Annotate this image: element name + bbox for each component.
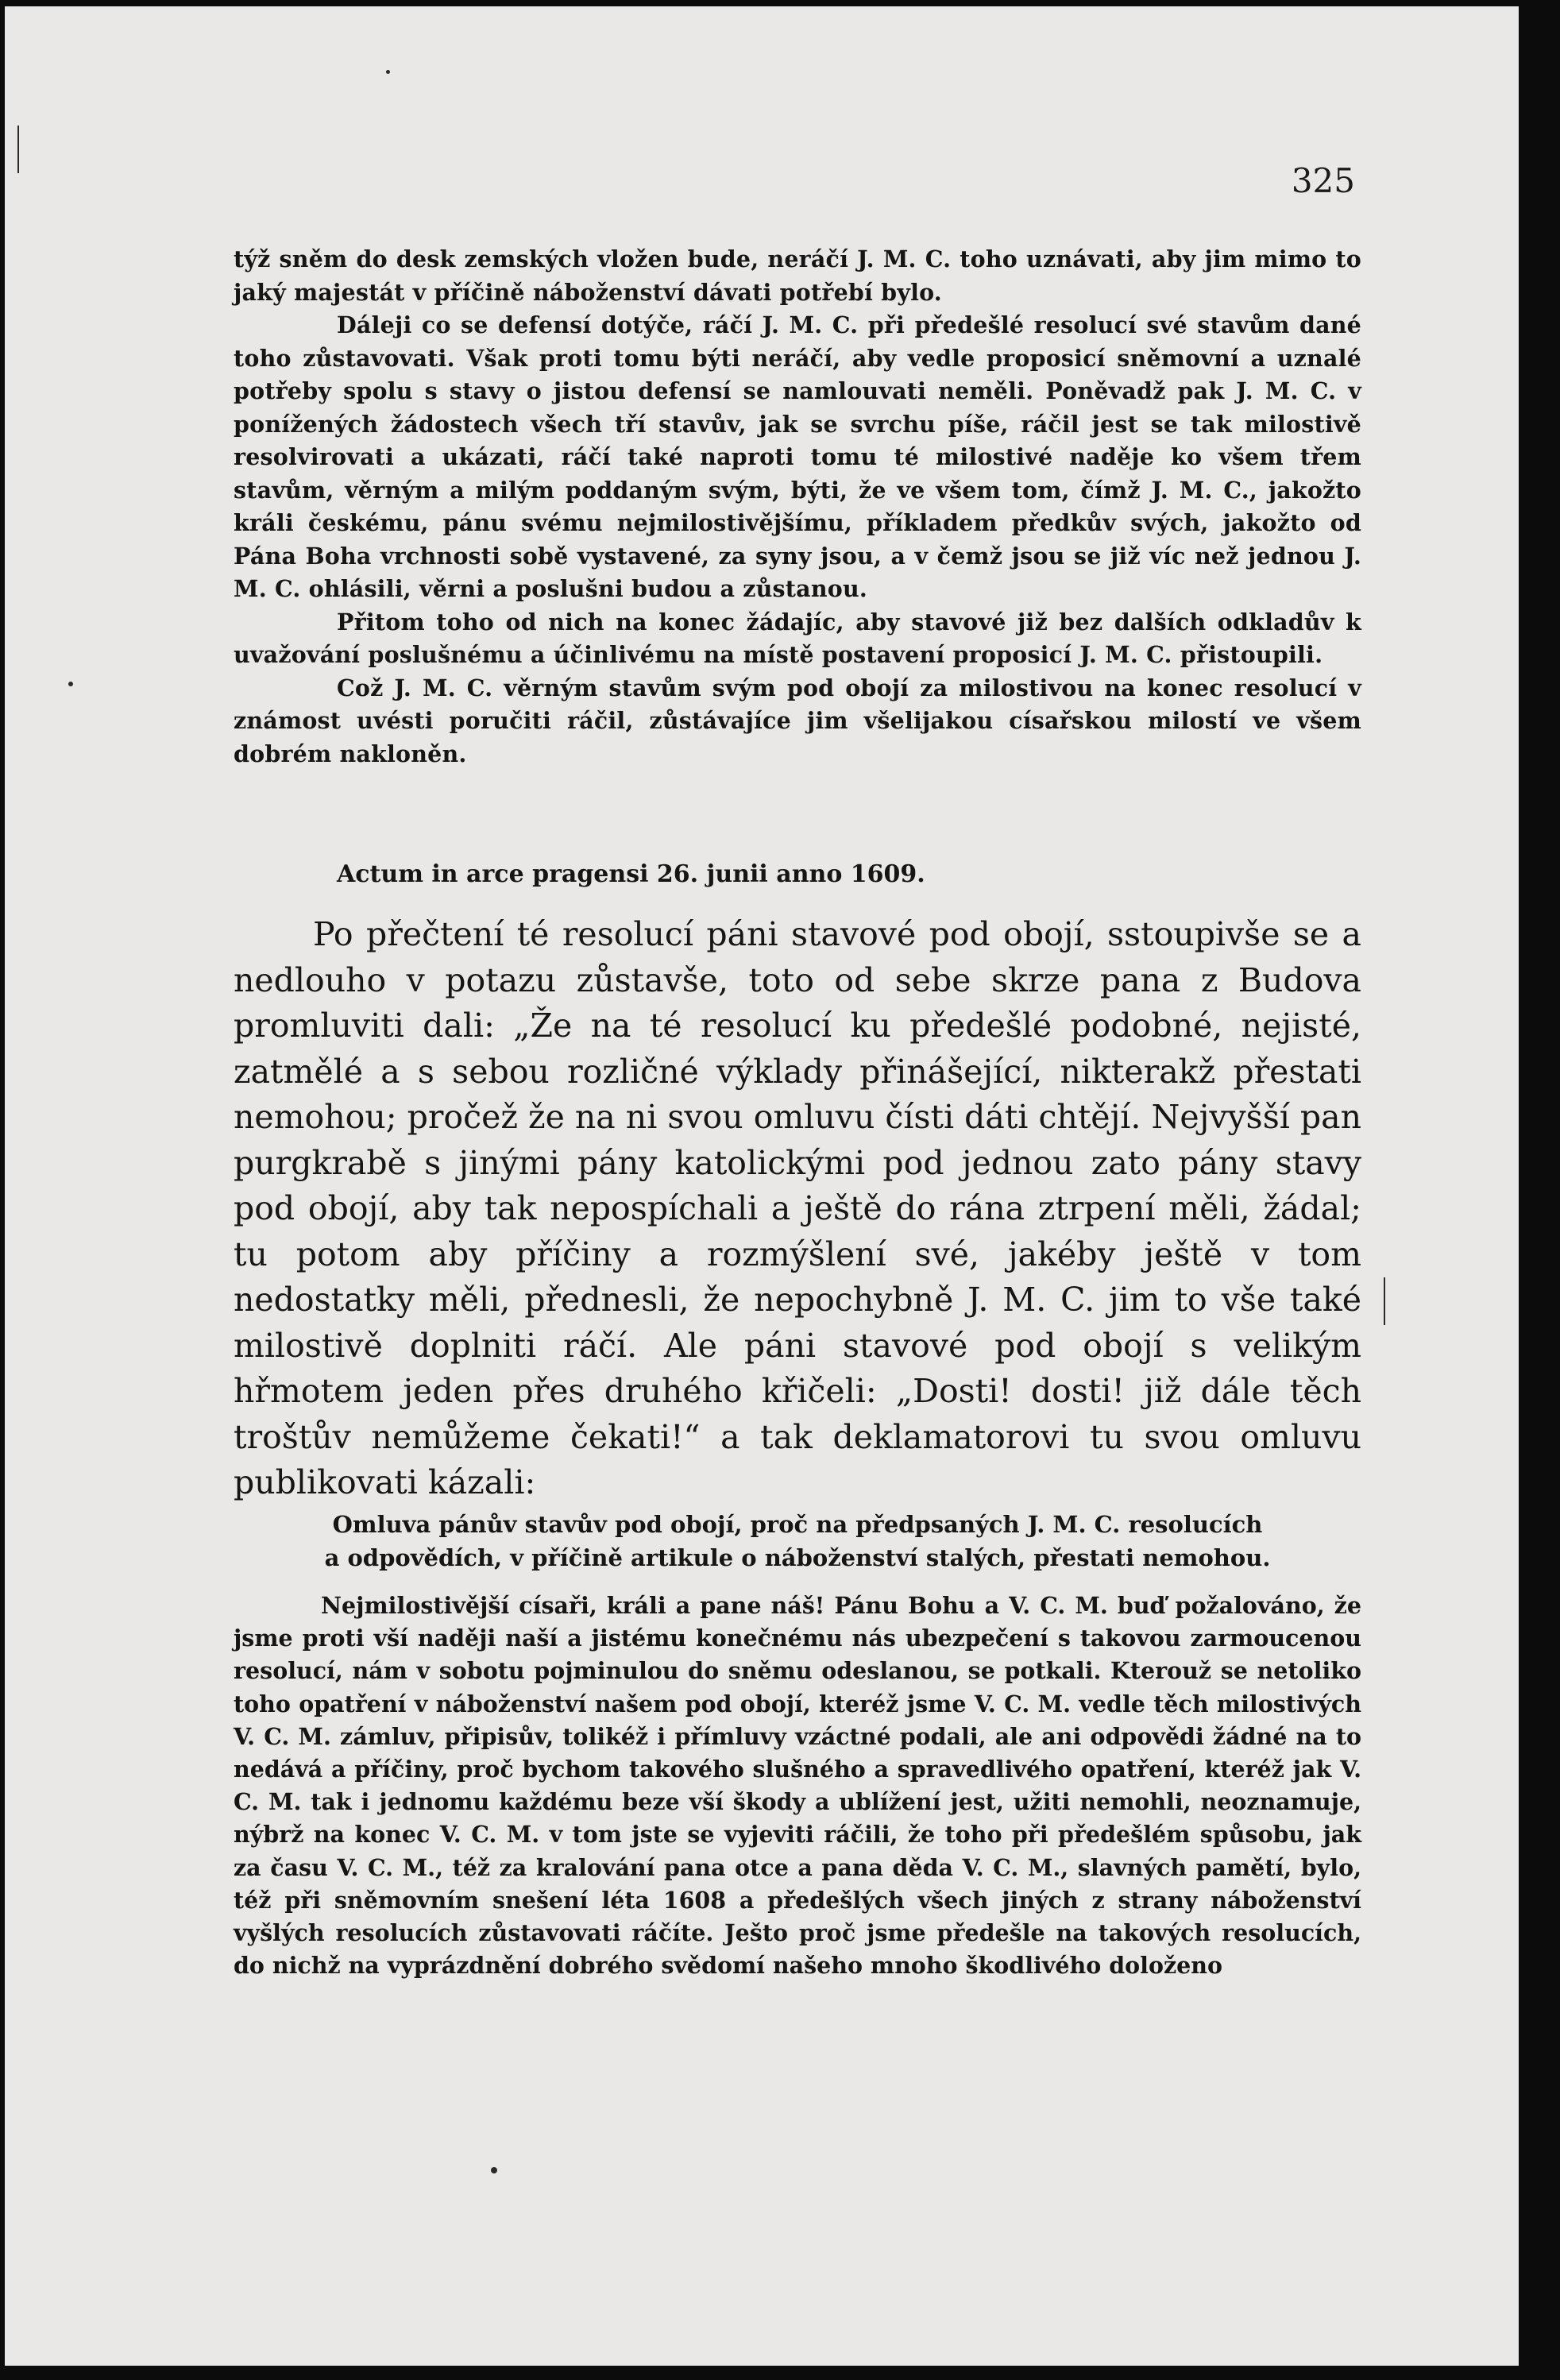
paragraph: Nejmilostivější císaři, králi a pane náš! Pánu Bohu a V. C. M. buď požalováno, že jsme proti vší naději naší a jistému konečnému nás ubezpečení s takovou zarmoucenou resolucí, nám v sobotu pojminulou do sněmu odeslanou, se potkali. Kterouž se netoliko toho opatření v náboženství našem pod obojí, kteréž jsme V. C. M. vedle těch milostivých V. C. M. zámluv, připisův, tolikéž i přímluvy vzáctné podali, ale ani odpovědi žádné na to nedává a příčiny, proč bychom takového slušného a spravedlivého opatření, kteréž jak V. C. M. tak i jednomu každému beze vší škody a ublížení jest, užiti nemohli, neoznamuje, nýbrž na konec V. C. M. v tom jste se vyjeviti ráčili, že toho při předešlém spůsobu, jak za času V. C. M., též za kralování pana otce a pana děda V. C. M., slavných pamětí, bylo, též při sněmovním snešení léta 1608 a předešlých všech jiných z strany náboženství vyšlých resolucích zůstavovati ráčíte. Ješto proč jsme předešle na takových resolucích, do nichž na vyprázdnění dobrého svědomí našeho mnoho škodlivého doloženo [234, 1592, 1361, 1980]
main-narrative [234, 912, 1361, 1506]
resolution-text-block [234, 243, 1361, 771]
section-heading [234, 1508, 1361, 1574]
scanned-page [5, 6, 1519, 2366]
paragraph: Přitom toho od nich na konec žádajíc, aby stavové již bez dalších odkladův k uvažování poslušnému a účinlivému na místě postavení proposicí J. M. C. přistoupili. [234, 608, 1361, 668]
scan-mark [1384, 1277, 1385, 1325]
paragraph: Což J. M. C. věrným stavům svým pod obojí za milostivou na konec resolucí v známost uvésti poručiti ráčil, zůstávajíce jim všelijakou císařskou milostí ve všem dobrém nakloněn. [234, 674, 1361, 767]
actum-line: Actum in arce pragensi 26. junii anno 1609. [337, 860, 925, 888]
page-number: 325 [1291, 161, 1355, 200]
letter-text-block [234, 1590, 1361, 1982]
paragraph: Dáleji co se defensí dotýče, ráčí J. M. C. při předešlé resolucí své stavům dané toho zůstavovati. Však proti tomu býti neráčí, aby vedle proposicí sněmovní a uznalé potřeby spolu s stavy o jistou defensí se namlouvati neměli. Poněvadž pak J. M. C. v ponížených žádostech všech tří stavův, jak se svrchu píše, ráčil jest se tak milostivě resolvirovati a ukázati, ráčí také naproti tomu té milostivé naděje ko všem třem stavům, věrným a milým poddaným svým, býti, že ve všem tom, čímž J. M. C., jakožto králi českému, pánu svému nejmilostivějšímu, příkladem předkův svých, jakožto od Pána Boha vrchnosti sobě vystavené, za syny jsou, a v čemž jsou se již víc než jednou J. M. C. ohlásili, věrni a poslušni budou a zůstanou. [234, 311, 1361, 602]
heading-line: Omluva pánův stavův pod obojí, proč na předpsaných J. M. C. resolucích [332, 1511, 1263, 1538]
heading-line: a odpovědích, v příčině artikule o náboženství stalých, přestati nemohou. [324, 1544, 1271, 1571]
scan-mark [17, 126, 19, 173]
paragraph: týž sněm do desk zemských vložen bude, neráčí J. M. C. toho uznávati, aby jim mimo to jaký majestát v příčině náboženství dávati potřebí bylo. [234, 245, 1361, 306]
scan-mark [386, 70, 390, 74]
scan-mark [68, 682, 73, 686]
paragraph: Po přečtení té resolucí páni stavové pod obojí, sstoupivše se a nedlouho v potazu zůstavše, toto od sebe skrze pana z Budova promluviti dali: „Že na té resolucí ku předešlé podobné, nejisté, zatmělé a s sebou rozličné výklady přinášející, nikterakž přestati nemohou; pročež že na ni svou omluvu čísti dáti chtějí. Nejvyšší pan purgkrabě s jinými pány katolickými pod jednou zato pány stavy pod obojí, aby tak nepospíchali a ještě do rána ztrpení měli, žádal; tu potom aby příčiny a rozmýšlení své, jakéby ještě v tom nedostatky měli, přednesli, že nepochybně J. M. C. jim to vše také milostivě doplniti ráčí. Ale páni stavové pod obojí s velikým hřmotem jeden přes druhého křičeli: „Dosti! dosti! již dále těch troštův nemůžeme čekati!“ a tak deklamatorovi tu svou omluvu publikovati kázali: [234, 915, 1361, 1501]
scan-mark [491, 2167, 497, 2173]
